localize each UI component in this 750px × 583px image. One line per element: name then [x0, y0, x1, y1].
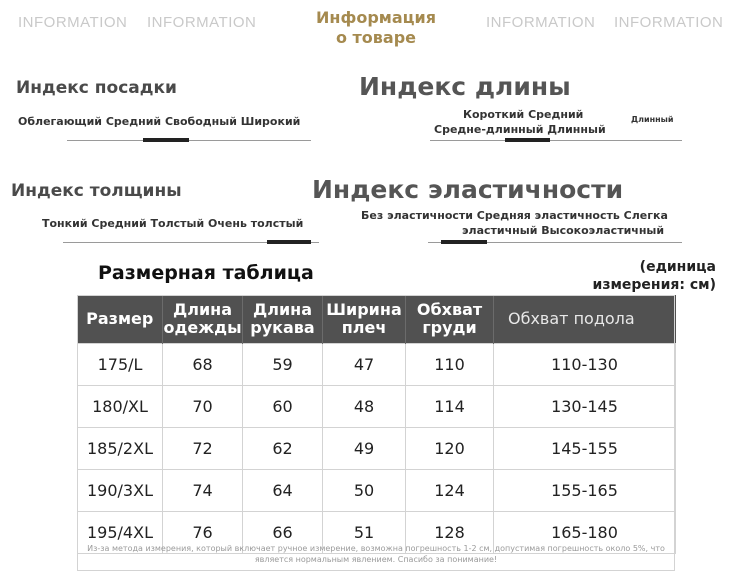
column-header: Ширина плеч [323, 295, 406, 344]
unit-line: (единица [639, 259, 716, 275]
table-cell: 48 [323, 386, 406, 428]
table-cell: 110-130 [494, 344, 676, 386]
thickness-index-title: Индекс толщины [11, 181, 182, 201]
table-row [78, 344, 676, 386]
length-scale-line [430, 140, 682, 141]
column-header: Длина одежды [163, 295, 243, 344]
size-chart-unit [580, 258, 716, 294]
table-row [78, 428, 676, 470]
table-cell: 124 [406, 470, 494, 512]
unit-line: измерения: см) [592, 277, 716, 293]
column-header: Длина рукава [243, 295, 323, 344]
elasticity-index-labels: эластичный Высокоэластичный [462, 224, 665, 237]
elasticity-index-labels: Без эластичности Средняя эластичность Слегка [361, 209, 668, 222]
table-cell: 120 [406, 428, 494, 470]
length-index-labels: Средне-длинный Длинный [434, 123, 606, 136]
column-header: Размер [78, 295, 163, 344]
elasticity-index-title: Индекс эластичности [312, 175, 624, 204]
thickness-scale-marker [267, 240, 311, 244]
table-cell: 145-155 [494, 428, 676, 470]
table-cell: 114 [406, 386, 494, 428]
column-header: Обхват подола [494, 295, 676, 344]
page-title-line: Информация [316, 8, 436, 27]
table-cell: 76 [163, 512, 243, 554]
header-ghost-text: INFORMATION [614, 14, 724, 31]
thickness-index-labels: Тонкий Средний Толстый Очень толстый [42, 217, 304, 230]
header-ghost-text: INFORMATION [486, 14, 596, 31]
header-ghost-text: INFORMATION [147, 14, 257, 31]
length-scale-marker [505, 138, 550, 142]
table-cell: 70 [163, 386, 243, 428]
column-header: Обхват груди [406, 295, 494, 344]
table-cell: 74 [163, 470, 243, 512]
table-header-row [78, 295, 676, 344]
table-cell: 185/2XL [78, 428, 163, 470]
table-cell: 47 [323, 344, 406, 386]
length-index-title: Индекс длины [359, 72, 571, 101]
table-cell: 180/XL [78, 386, 163, 428]
table-cell: 130-145 [494, 386, 676, 428]
page-title-line: о товаре [335, 28, 417, 47]
table-cell: 66 [243, 512, 323, 554]
size-chart-title: Размерная таблица [98, 262, 314, 284]
size-table [77, 295, 676, 554]
table-cell: 195/4XL [78, 512, 163, 554]
fit-index-labels: Облегающий Средний Свободный Широкий [18, 115, 301, 128]
table-cell: 190/3XL [78, 470, 163, 512]
length-index-label-extra: Длинный [631, 115, 674, 124]
fit-scale-marker [143, 138, 189, 142]
table-cell: 72 [163, 428, 243, 470]
table-cell: 68 [163, 344, 243, 386]
table-row [78, 470, 676, 512]
table-cell: 64 [243, 470, 323, 512]
length-index-labels: Короткий Средний [463, 108, 584, 121]
table-cell: 51 [323, 512, 406, 554]
measurement-footnote: Из-за метода измерения, который включает ручное измерение, возможна погрешность 1-2 см, допустимая погрешность около 5%, что является нормальным явлением. Спасибо за понимание! [87, 544, 665, 564]
fit-scale-line [67, 140, 311, 141]
table-cell: 49 [323, 428, 406, 470]
elasticity-scale-marker [441, 240, 487, 244]
header-ghost-text: INFORMATION [18, 14, 128, 31]
table-cell: 155-165 [494, 470, 676, 512]
table-cell: 165-180 [494, 512, 676, 554]
table-cell: 128 [406, 512, 494, 554]
fit-index-title: Индекс посадки [16, 78, 177, 98]
table-cell: 110 [406, 344, 494, 386]
table-cell: 175/L [78, 344, 163, 386]
table-cell: 62 [243, 428, 323, 470]
table-cell: 60 [243, 386, 323, 428]
table-cell: 59 [243, 344, 323, 386]
page-title [306, 8, 446, 48]
table-cell: 50 [323, 470, 406, 512]
table-row [78, 386, 676, 428]
